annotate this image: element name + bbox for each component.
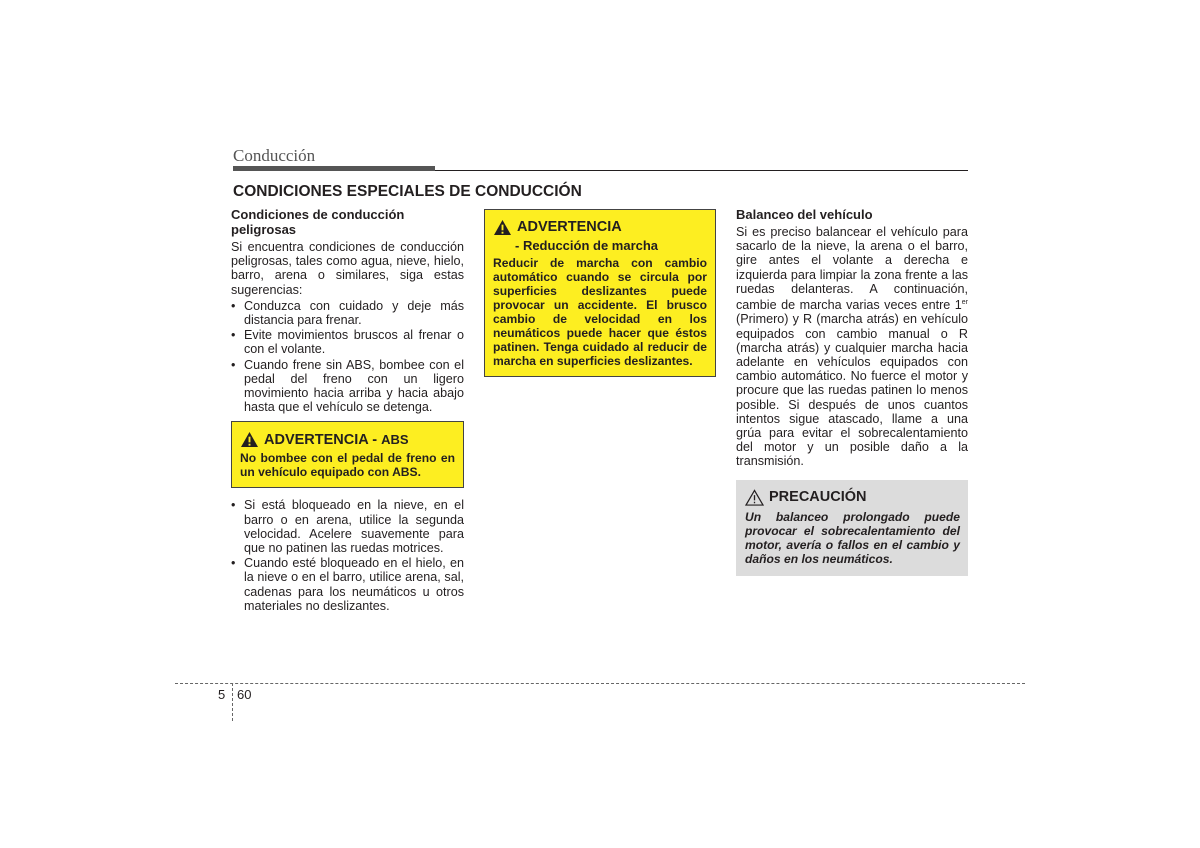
caution-body: Un balanceo prolongado puede provocar el sobrecalentamiento del motor, avería o fallos en el cambio y daños en los neumáticos. — [745, 509, 960, 566]
bullet-list-bottom — [231, 498, 464, 613]
warning-header — [493, 219, 707, 236]
chapter-title: Conducción — [233, 146, 316, 165]
warning-title: ADVERTENCIA - — [264, 431, 378, 448]
warning-body: Reducir de marcha con cambio automático cuando se circula por superficies deslizantes puede provocar un accidente. El brusco cambio de velocidad en los neumáticos puede hacer que éstos patinen. Tenga cuidado al reducir de marcha en superficies deslizantes. — [493, 256, 707, 369]
warning-header — [240, 431, 455, 448]
subhead-dangerous-conditions: Condiciones de conducción peligrosas — [231, 207, 405, 237]
warning-title-suffix: ABS — [381, 431, 409, 447]
caution-title: PRECAUCIÓN — [769, 489, 867, 506]
footer-page-separator — [232, 683, 233, 721]
rocking-text-b: (Primero) y R (marcha atrás) en vehículo equipados con cambio manual o R (marcha atrás) y cualquier marcha hacia adelante en vehículos equipados con cambio automático. No fuerce el motor y procure que las ruedas patinen lo menos posible. Si después de unos cuantos intentos sigue atascado, llame a una grúa para evitar el sobrecalentamiento del motor y un posible daño a la transmisión. — [736, 312, 968, 469]
subhead-rocking: Balanceo del vehículo — [736, 207, 873, 222]
warning-title: ADVERTENCIA — [517, 219, 622, 236]
warning-body: No bombee con el pedal de freno en un vehículo equipado con ABS. — [240, 451, 455, 480]
chapter-number: 5 — [218, 687, 226, 702]
page-number: 60 — [237, 687, 252, 702]
warning-box-downshift — [484, 209, 716, 377]
list-item: • Si está bloqueado en la nieve, en el barro o en arena, utilice la segunda velocidad. Acelere suavemente para que no patinen las ruedas motrices. — [231, 498, 464, 555]
caution-triangle-icon — [745, 489, 764, 506]
ordinal-superscript: er — [961, 299, 968, 307]
warning-triangle-icon — [240, 431, 259, 448]
list-item: • Evite movimientos bruscos al frenar o con el volante. — [231, 328, 464, 356]
list-item: • Cuando esté bloqueado en el hielo, en la nieve o en el barro, utilice arena, sal, cadenas para los neumáticos u otros materiales no deslizantes. — [231, 556, 464, 613]
warning-triangle-icon — [493, 219, 512, 236]
column-middle — [484, 209, 716, 377]
bullet-list-top — [231, 299, 464, 415]
rocking-paragraph — [736, 225, 968, 469]
caution-header — [745, 489, 960, 506]
section-title: CONDICIONES ESPECIALES DE CONDUCCIÓN — [233, 183, 582, 200]
rocking-text-a: Si es preciso balancear el vehículo para sacarlo de la nieve, la arena o el barro, gire antes el volante a derecha e izquierda para limpiar la zona frente a las ruedas delanteras. A continuación, cambie de marcha varias veces entre 1 — [736, 225, 968, 313]
caution-box — [736, 480, 968, 576]
footer-divider — [175, 683, 1025, 684]
column-left — [231, 207, 464, 614]
list-item: • Conduzca con cuidado y deje más distancia para frenar. — [231, 299, 464, 327]
intro-paragraph: Si encuentra condiciones de conducción peligrosas, tales como agua, nieve, hielo, barro, arena o similares, siga estas sugerencias: — [231, 240, 464, 297]
warning-subtitle: - Reducción de marcha — [515, 238, 659, 253]
list-item: • Cuando frene sin ABS, bombee con el pedal del freno con un ligero movimiento hacia arriba y hacia abajo hasta que el vehículo se detenga. — [231, 358, 464, 415]
column-right — [736, 207, 968, 576]
header-rule-accent — [233, 166, 435, 171]
warning-box-abs — [231, 421, 464, 488]
